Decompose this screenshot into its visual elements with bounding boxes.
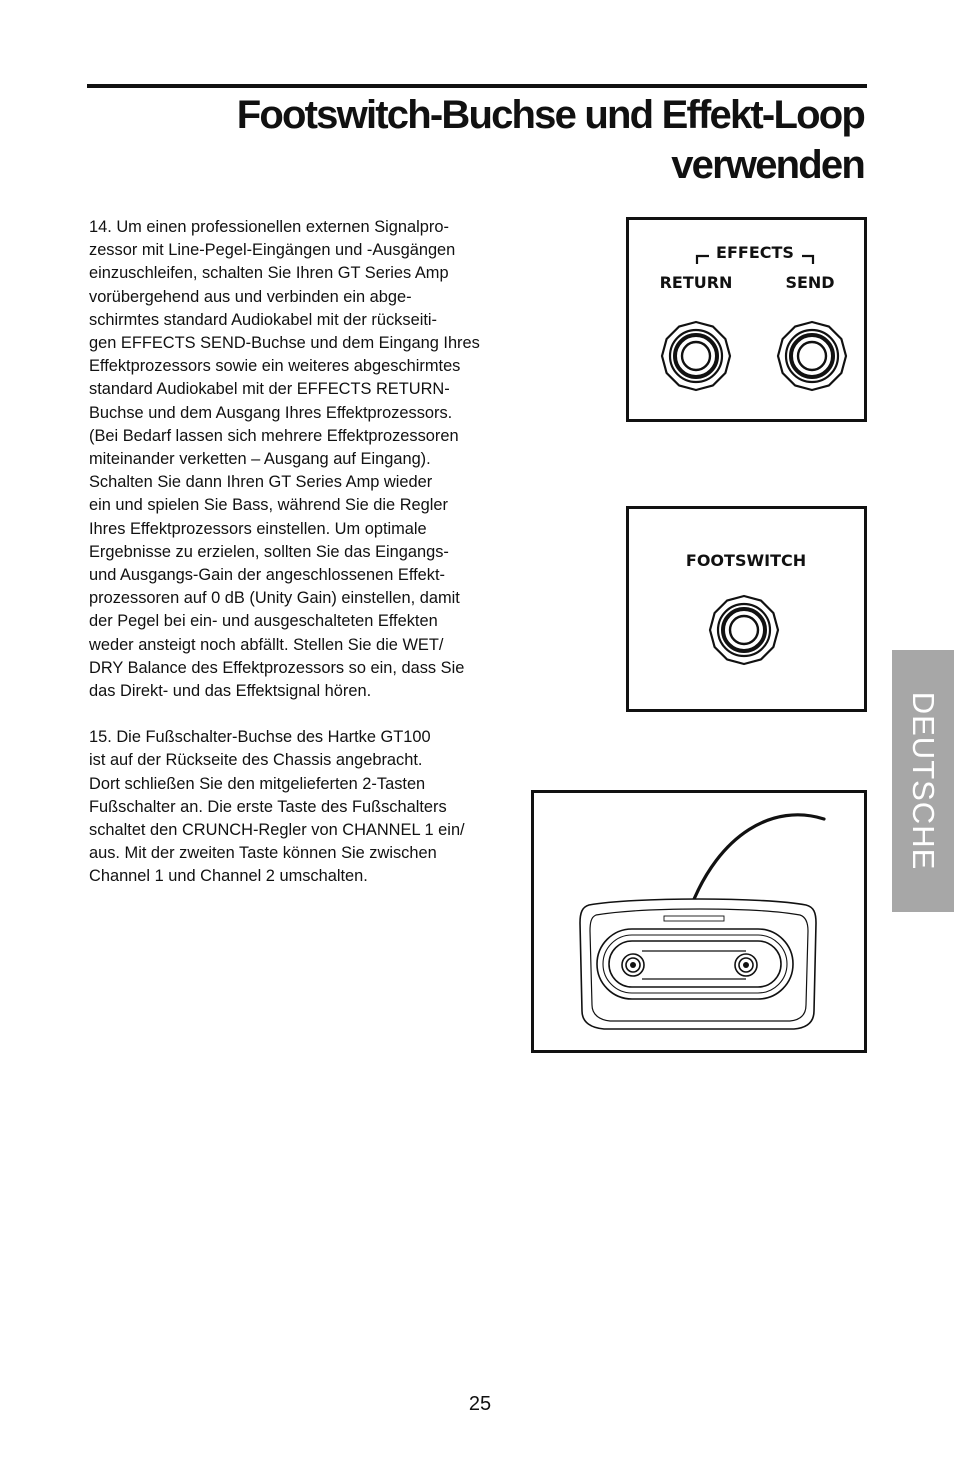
body-text-line: 15. Die Fußschalter-Buchse des Hartke GT100 (89, 728, 431, 747)
paragraph-15 (89, 726, 499, 888)
body-text-line: Dort schließen Sie den mitgelieferten 2-Tasten (89, 774, 426, 793)
body-text-line: ist auf der Rückseite des Chassis angebracht. (89, 751, 423, 770)
body-text-line: DRY Balance des Effektprozessors so ein, dass Sie (89, 658, 465, 677)
return-jack-icon (662, 322, 730, 390)
send-label: SEND (785, 273, 835, 292)
body-text-line: weder ansteigt noch abfällt. Stellen Sie die WET/ (89, 635, 444, 654)
body-text-line: und Ausgangs-Gain der angeschlossenen Effekt- (89, 566, 445, 585)
body-text-line: das Direkt- und das Effektsignal hören. (89, 682, 372, 701)
return-label: RETURN (659, 273, 733, 292)
body-text-line: Channel 1 und Channel 2 umschalten. (89, 867, 368, 886)
footswitch-jack-figure (626, 506, 867, 712)
page-title-line-2: verwenden (671, 143, 864, 187)
body-text-line: aus. Mit der zweiten Taste können Sie zwischen (89, 844, 437, 863)
paragraph-gap (89, 703, 499, 726)
body-text-line: zessor mit Line-Pegel-Eingängen und -Ausgängen (89, 241, 456, 260)
effects-label: EFFECTS (716, 243, 794, 262)
body-text-line: vorübergehend aus und verbinden ein abge- (89, 287, 412, 306)
effects-jacks-drawing (629, 220, 864, 419)
send-jack-icon (778, 322, 846, 390)
body-text-line: miteinander verketten – Ausgang auf Eingang). (89, 450, 431, 469)
body-text-line: Effektprozessors sowie ein weiteres abgeschirmtes (89, 357, 461, 376)
pedal-cable (690, 815, 824, 909)
body-text-line: gen EFFECTS SEND-Buchse und dem Eingang Ihres (89, 334, 480, 353)
bracket-left (697, 256, 709, 264)
body-text-line: standard Audiokabel mit der EFFECTS RETURN- (89, 380, 450, 399)
body-text-line: Buchse und dem Ausgang Ihres Effektprozessors. (89, 403, 453, 422)
pedal-button-1-icon (622, 954, 644, 976)
body-text-line: 14. Um einen professionellen externen Signalpro- (89, 218, 449, 236)
footswitch-jack-icon (710, 596, 778, 664)
body-text-line: Ergebnisse zu erzielen, sollten Sie das Eingangs- (89, 542, 449, 561)
title-rule (87, 84, 867, 88)
language-tab-label: DEUTSCHE (906, 691, 941, 871)
paragraph-14 (89, 216, 499, 703)
body-text-column (89, 216, 499, 889)
body-text-line: schirmtes standard Audiokabel mit der rückseiti- (89, 310, 437, 329)
body-text-line: Ihres Effektprozessors einstellen. Um optimale (89, 519, 427, 538)
bracket-right (802, 256, 813, 264)
body-text-line: der Pegel bei ein- und ausgeschalteten Effekten (89, 612, 438, 631)
pedal-button-2-icon (735, 954, 757, 976)
body-text-line: ein und spielen Sie Bass, während Sie die Regler (89, 496, 448, 515)
body-text-line: Schalten Sie dann Ihren GT Series Amp wieder (89, 473, 433, 492)
footswitch-pedal-figure (531, 790, 867, 1053)
footswitch-label: FOOTSWITCH (685, 551, 807, 570)
page-title (164, 90, 864, 190)
body-text-line: einzuschleifen, schalten Sie Ihren GT Series Amp (89, 264, 449, 283)
body-text-line: prozessoren auf 0 dB (Unity Gain) einstellen, damit (89, 589, 460, 608)
body-text-line: (Bei Bedarf lassen sich mehrere Effektprozessoren (89, 426, 459, 445)
language-side-tab (892, 650, 954, 912)
two-button-footswitch-pedal-icon (534, 793, 864, 1050)
page-number: 25 (468, 1393, 492, 1415)
page-title-line-1: Footswitch-Buchse und Effekt-Loop (236, 93, 864, 137)
effects-jacks-figure (626, 217, 867, 422)
footswitch-jack-drawing (629, 509, 864, 709)
body-text-line: Fußschalter an. Die erste Taste des Fußschalters (89, 797, 447, 816)
body-text-line: schaltet den CRUNCH-Regler von CHANNEL 1 ein/ (89, 821, 465, 840)
